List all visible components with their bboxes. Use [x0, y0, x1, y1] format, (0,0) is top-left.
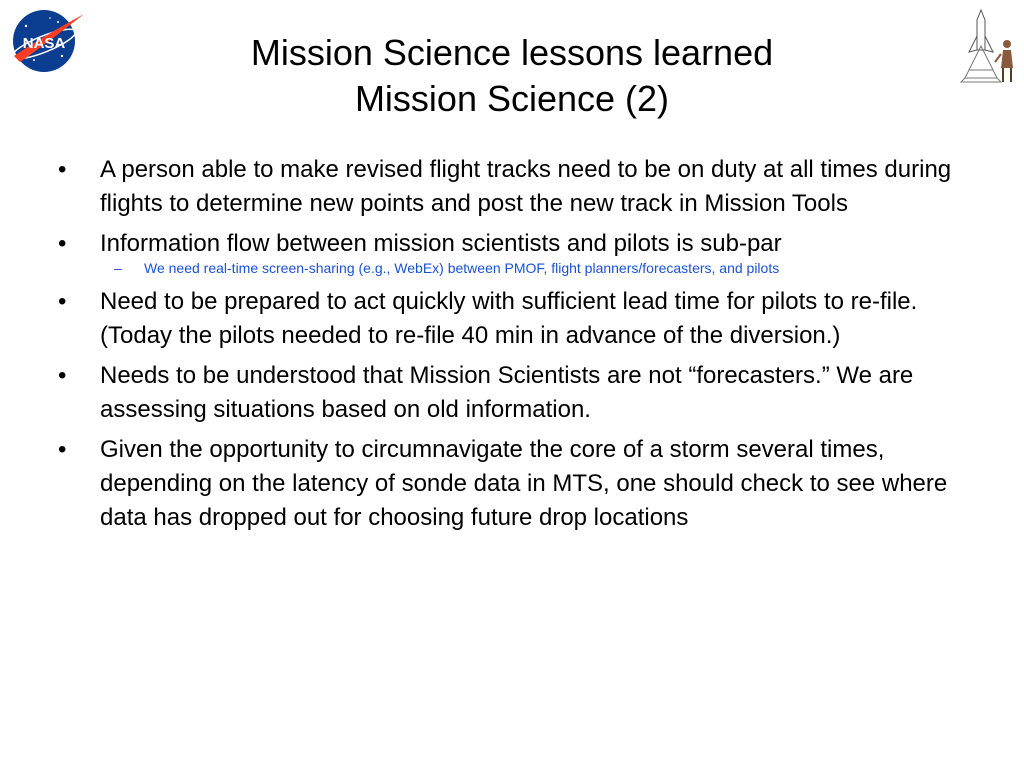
bullet-mark: • — [58, 230, 67, 257]
bullet-text: Information flow between mission scientists and pilots is sub-par — [100, 230, 782, 257]
bullet-item — [58, 227, 968, 261]
bullet-mark: • — [58, 156, 67, 183]
sub-bullet-text: We need real-time screen-sharing (e.g., WebEx) between PMOF, flight planners/forecasters, and pilots — [144, 260, 780, 276]
bullet-text: Given the opportunity to circumnavigate the core of a storm several times, depending on the latency of sonde data in MTS, one should check to see where data has dropped out for choosing future drop locations — [100, 436, 948, 531]
nasa-logo-text: NASA — [22, 35, 66, 52]
bullet-mark: • — [58, 288, 67, 315]
bullet-mark: • — [58, 362, 67, 389]
bullet-item — [58, 285, 968, 353]
bullet-mark: • — [58, 436, 67, 463]
bullet-item — [58, 153, 968, 221]
slide-title-line-2: Mission Science (2) — [354, 78, 670, 119]
slide-title-line-1: Mission Science lessons learned — [250, 32, 774, 73]
slide-title — [0, 30, 1024, 122]
bullet-text: Needs to be understood that Mission Scientists are not “forecasters.” We are assessing situations based on old information. — [100, 362, 914, 423]
bullet-item — [58, 433, 968, 535]
bullet-text: A person able to make revised flight tracks need to be on duty at all times during flights to determine new points and post the new track in Mission Tools — [100, 156, 952, 217]
sub-bullet-item — [114, 259, 968, 277]
bullet-text: Need to be prepared to act quickly with sufficient lead time for pilots to re-file. (Today the pilots needed to re-file 40 min in advance of the diversion.) — [100, 288, 918, 349]
bullet-list — [58, 153, 968, 541]
bullet-item — [58, 359, 968, 427]
sub-bullet-mark: – — [114, 260, 122, 276]
